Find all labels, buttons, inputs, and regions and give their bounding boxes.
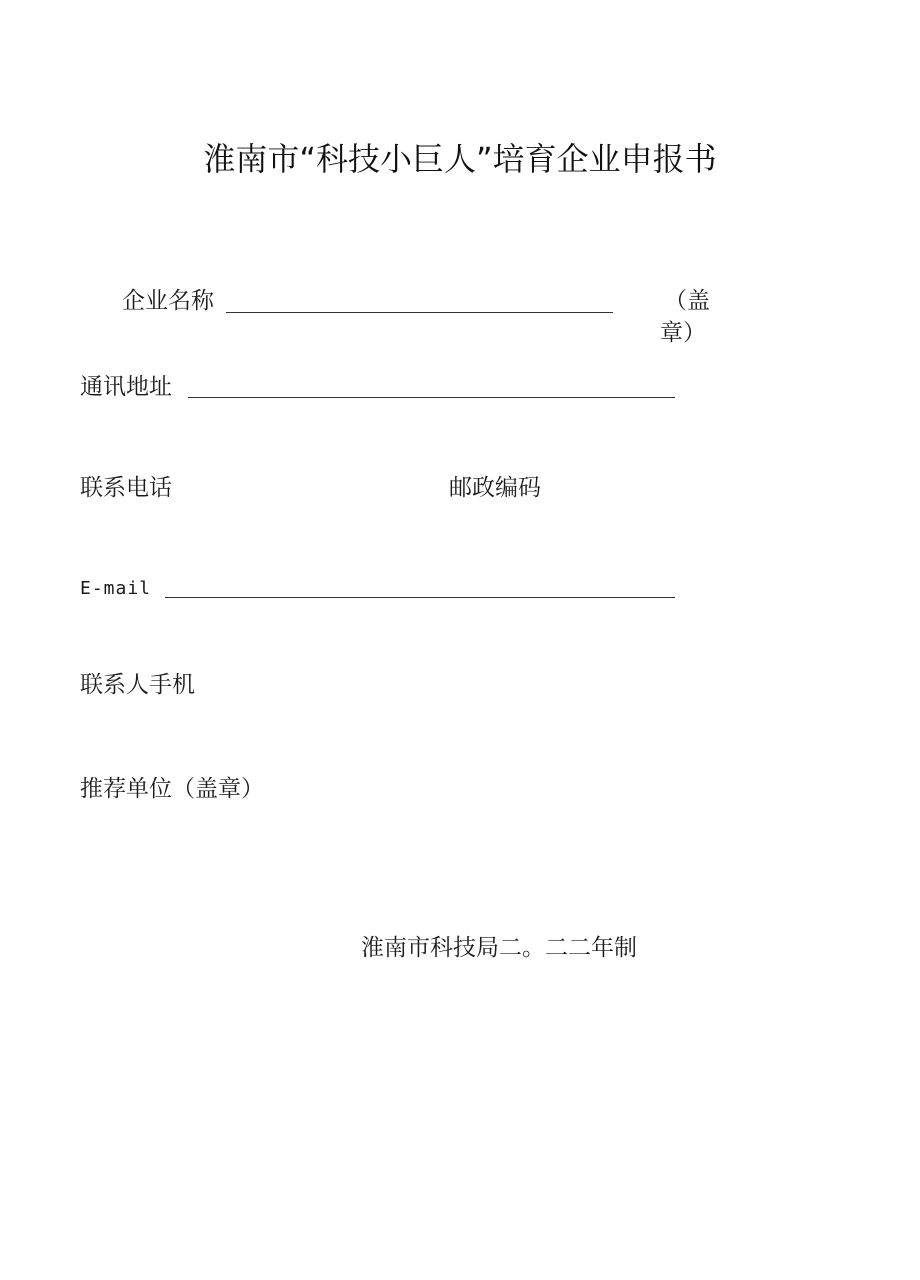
company-seal-note-line2: 章）: [660, 320, 706, 346]
issuer-footer: 淮南市科技局二。二二年制: [361, 935, 637, 961]
postcode-label: 邮政编码: [449, 475, 541, 501]
company-name-field-line[interactable]: [226, 312, 613, 313]
email-label: E-mail: [80, 578, 152, 599]
recommender-label: 推荐单位（盖章）: [80, 776, 264, 802]
phone-label: 联系电话: [80, 475, 172, 501]
document-title: 淮南市“科技小巨人”培育企业申报书: [203, 140, 717, 178]
address-label: 通讯地址: [80, 374, 172, 400]
company-seal-note-line1: （盖: [664, 288, 710, 314]
address-field-line[interactable]: [188, 397, 675, 398]
company-name-label: 企业名称: [122, 288, 214, 314]
contact-mobile-label: 联系人手机: [80, 672, 195, 698]
email-field-line[interactable]: [165, 597, 675, 598]
